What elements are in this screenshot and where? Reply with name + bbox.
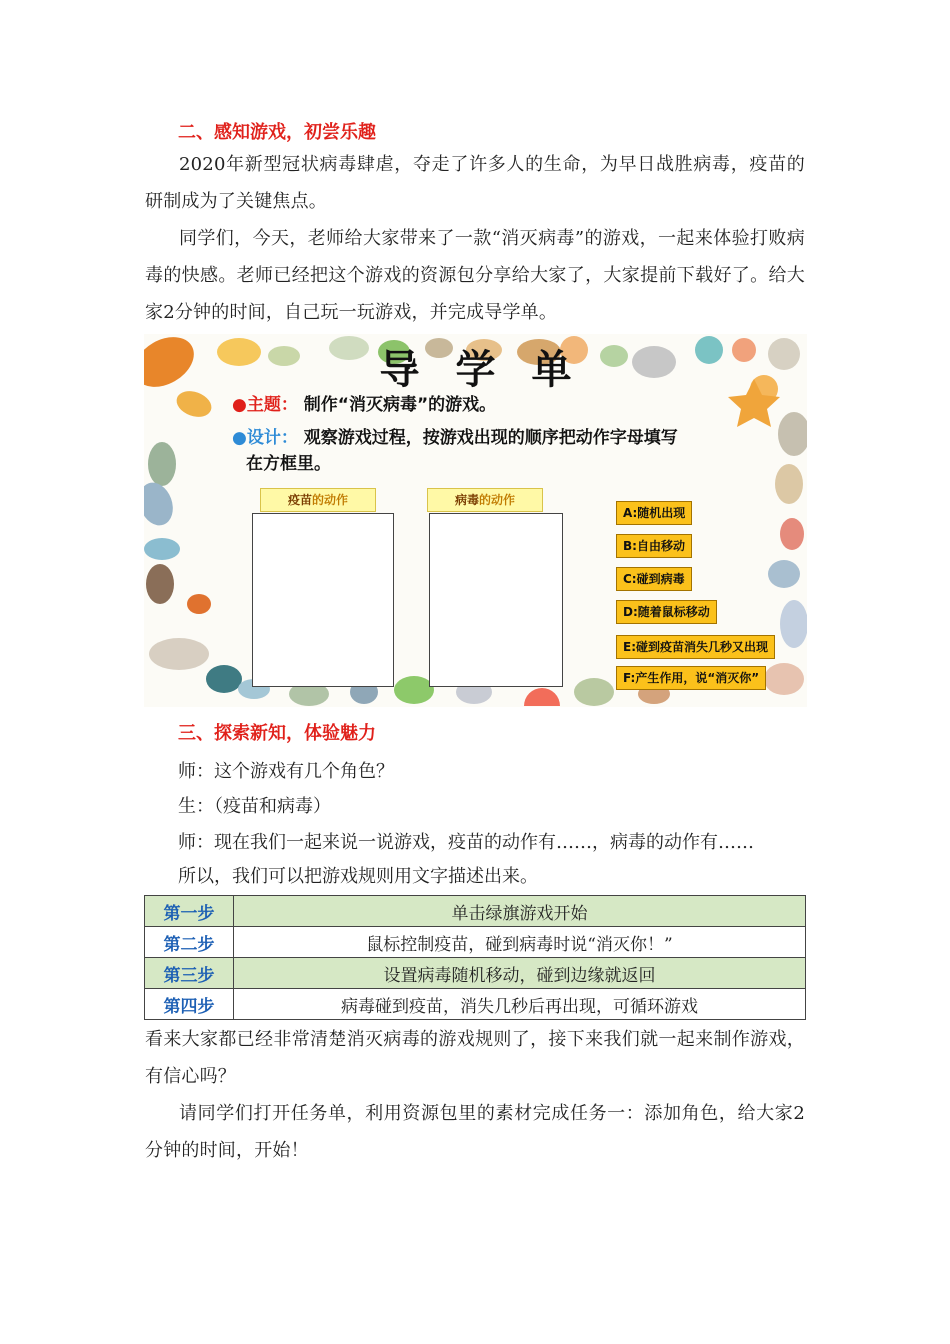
option-a: A:随机出现 <box>616 501 692 525</box>
section-2-heading: 二、感知游戏，初尝乐趣 <box>178 122 376 143</box>
vaccine-actions-box[interactable] <box>252 513 394 687</box>
step-label: 第一步 <box>145 896 234 927</box>
step-description: 病毒碰到疫苗，消失几秒后再出现，可循环游戏 <box>234 989 806 1020</box>
step-description: 鼠标控制疫苗，碰到病毒时说“消灭你！” <box>234 927 806 958</box>
virus-actions-box[interactable] <box>429 513 563 687</box>
step-description: 设置病毒随机移动，碰到边缘就返回 <box>234 958 806 989</box>
design-text-1: 观察游戏过程，按游戏出现的顺序把动作字母填写 <box>303 428 678 448</box>
theme-label: ●主题： <box>232 395 298 415</box>
dialogue-teacher-question-2: 师：现在我们一起来说一说游戏，疫苗的动作有……，病毒的动作有…… <box>178 832 754 853</box>
option-b: B:自由移动 <box>616 534 692 558</box>
design-row <box>232 423 678 448</box>
theme-row <box>232 390 496 415</box>
section-3-heading: 三、探索新知，体验魅力 <box>178 723 376 744</box>
table-row <box>145 989 806 1020</box>
design-text-2: 在方框里。 <box>246 454 331 474</box>
table-row <box>145 896 806 927</box>
table-row <box>145 927 806 958</box>
vaccine-label-suffix: 的动作 <box>312 493 349 507</box>
option-f: F:产生作用，说“消灭你” <box>616 666 766 690</box>
closing-paragraph-2: 请同学们打开任务单，利用资源包里的素材完成任务一：添加角色，给大家2分钟的时间，开始！ <box>145 1103 805 1161</box>
dialogue-teacher-question-1: 师：这个游戏有几个角色？ <box>178 761 394 782</box>
guide-title: 导学单 <box>379 347 608 393</box>
step-description: 单击绿旗游戏开始 <box>234 896 806 927</box>
summary-sentence: 所以，我们可以把游戏规则用文字描述出来。 <box>178 866 538 887</box>
virus-label-suffix: 的动作 <box>479 493 516 507</box>
step-label: 第二步 <box>145 927 234 958</box>
section-2-paragraph-2: 同学们，今天，老师给大家带来了一款“消灭病毒”的游戏，一起来体验打败病毒的快感。老师已经把这个游戏的资源包分享给大家了，大家提前下载好了。给大家2分钟的时间，自己玩一玩游戏，并完成导学单。 <box>145 228 805 323</box>
theme-text: 制作“消灭病毒”的游戏。 <box>303 395 497 415</box>
section-2-paragraph-1: 2020年新型冠状病毒肆虐，夺走了许多人的生命，为早日战胜病毒，疫苗的研制成为了关键焦点。 <box>145 154 805 212</box>
design-label: ●设计： <box>232 428 298 448</box>
vaccine-label-word: 疫苗 <box>287 493 312 507</box>
table-row <box>145 958 806 989</box>
step-label: 第四步 <box>145 989 234 1020</box>
game-rules-table <box>144 895 806 1020</box>
option-d: D:随着鼠标移动 <box>616 600 717 624</box>
dialogue-student-answer-1: 生：（疫苗和病毒） <box>178 796 331 817</box>
step-label: 第三步 <box>145 958 234 989</box>
virus-actions-label <box>427 488 543 512</box>
guide-sheet-image <box>144 334 807 707</box>
vaccine-actions-label <box>260 488 376 512</box>
option-e: E:碰到疫苗消失几秒又出现 <box>616 635 775 659</box>
virus-label-word: 病毒 <box>454 493 479 507</box>
option-c: C:碰到病毒 <box>616 567 692 591</box>
closing-paragraph-1: 看来大家都已经非常清楚消灭病毒的游戏规则了，接下来我们就一起来制作游戏，有信心吗？ <box>145 1029 805 1087</box>
